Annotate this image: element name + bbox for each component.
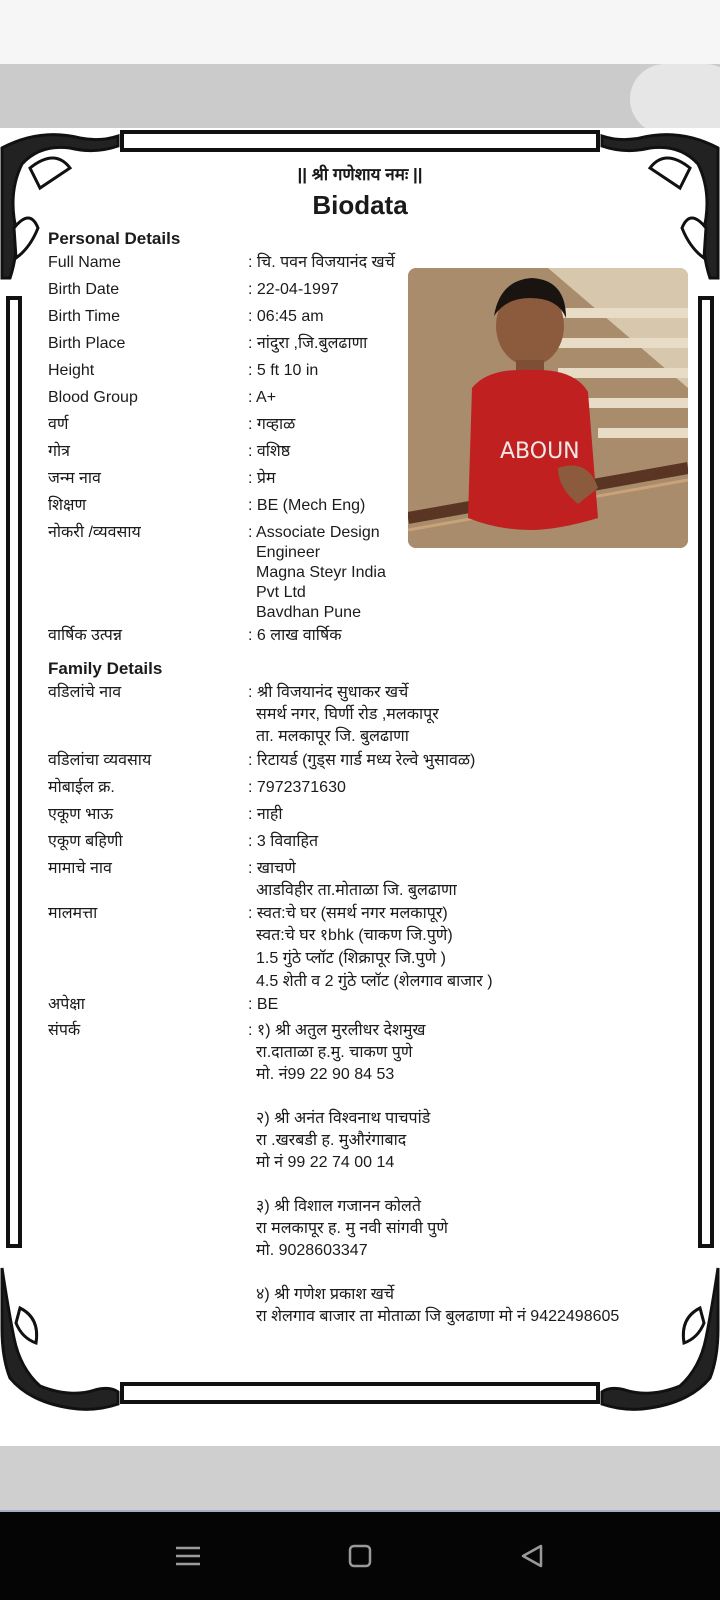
value-expectation: : BE [248, 996, 279, 1013]
value-occupation: : Associate Design [248, 524, 380, 541]
label-father-name: वडिलांचे नाव [48, 684, 122, 701]
value-father-address-line: ता. मलकापूर जि. बुलढाणा [256, 728, 409, 745]
contact-line: रा .खरबडी ह. मुऔरंगाबाद [256, 1132, 407, 1149]
menu-icon[interactable] [168, 1536, 208, 1576]
value-birth-date: : 22-04-1997 [248, 281, 339, 298]
value-father-address-line: समर्थ नगर, घिर्णी रोड ,मलकापूर [256, 706, 439, 723]
contact-line: रा.दाताळा ह.मु. चाकण पुणे [256, 1044, 413, 1061]
navigation-bar [0, 1512, 720, 1600]
back-triangle-icon[interactable] [512, 1536, 552, 1576]
label-education: शिक्षण [48, 497, 87, 514]
value-sisters: : 3 विवाहित [248, 833, 319, 850]
label-occupation: नोकरी /व्यवसाय [48, 524, 141, 541]
page-title: Biodata [312, 190, 408, 220]
value-gotra: : वशिष्ठ [248, 443, 291, 460]
contact-line: रा शेलगाव बाजार ता मोताळा जि बुलढाणा मो नं 9422498605 [256, 1308, 620, 1325]
label-birth-date: Birth Date [48, 281, 120, 298]
value-varna: : गव्हाळ [248, 416, 296, 433]
label-birth-time: Birth Time [48, 308, 121, 325]
label-blood-group: Blood Group [48, 389, 138, 406]
value-maternal-uncle-line: आडविहीर ता.मोताळा जि. बुलढाणा [256, 882, 457, 899]
value-brothers: : नाही [248, 806, 283, 823]
viewer-bottom-bar [0, 1446, 720, 1510]
home-square-icon[interactable] [340, 1536, 380, 1576]
invocation-text: || श्री गणेशाय नमः || [297, 165, 423, 184]
value-height: : 5 ft 10 in [248, 362, 319, 379]
label-father-occupation: वडिलांचा व्यवसाय [48, 752, 152, 769]
shirt-text: ABOUN [500, 439, 580, 464]
value-property-line: 4.5 शेती व 2 गुंठे प्लॉट (शेलगाव बाजार ) [256, 973, 493, 990]
viewer-toolbar [0, 64, 720, 128]
value-occupation-line: Engineer [256, 544, 321, 561]
label-birth-place: Birth Place [48, 335, 126, 352]
label-height: Height [48, 362, 95, 379]
label-maternal-uncle: मामाचे नाव [48, 860, 112, 877]
value-maternal-uncle: : खाचणे [248, 860, 296, 877]
value-father-occupation: : रिटायर्ड (गुड्स गार्ड मध्य रेल्वे भुसावळ) [248, 752, 476, 769]
label-annual-income: वार्षिक उत्पन्न [48, 627, 122, 644]
value-birth-time: : 06:45 am [248, 308, 324, 325]
value-property: : स्वत:चे घर (समर्थ नगर मलकापूर) [248, 905, 448, 922]
label-property: मालमत्ता [48, 905, 98, 922]
value-mobile: : 7972371630 [248, 779, 346, 796]
contact-line: ४) श्री गणेश प्रकाश खर्चे [256, 1286, 395, 1303]
value-contact: : १) श्री अतुल मुरलीधर देशमुख [248, 1022, 426, 1039]
contact-line: रा मलकापूर ह. मु नवी सांगवी पुणे [256, 1220, 448, 1237]
label-expectation: अपेक्षा [48, 996, 85, 1013]
label-birth-name: जन्म नाव [48, 470, 101, 487]
contact-line: २) श्री अनंत विश्वनाथ पाचपांडे [256, 1110, 431, 1127]
status-area [0, 0, 720, 64]
label-varna: वर्ण [48, 416, 69, 433]
label-brothers: एकूण भाऊ [48, 806, 114, 823]
label-contact: संपर्क [48, 1022, 81, 1039]
value-blood-group: : A+ [248, 389, 277, 406]
value-birth-name: : प्रेम [248, 470, 276, 487]
biodata-document [0, 128, 720, 1446]
label-gotra: गोत्र [48, 443, 70, 460]
value-birth-place: : नांदुरा ,जि.बुलढाणा [248, 335, 368, 352]
profile-photo [408, 268, 688, 548]
label-mobile: मोबाईल क्र. [48, 779, 115, 796]
toolbar-pill[interactable] [630, 64, 720, 134]
contact-line: मो. 9028603347 [256, 1242, 368, 1259]
value-property-line: स्वत:चे घर १bhk (चाकण जि.पुणे) [256, 927, 453, 944]
personal-details-heading: Personal Details [48, 229, 181, 248]
value-property-line: 1.5 गुंठे प्लॉट (शिक्रापूर जि.पुणे ) [256, 950, 446, 967]
value-full-name: : चि. पवन विजयानंद खर्चे [248, 254, 395, 271]
family-details-heading: Family Details [48, 659, 163, 678]
contact-line: मो. नं99 22 90 84 53 [256, 1066, 395, 1083]
label-full-name: Full Name [48, 254, 121, 271]
value-occupation-line: Bavdhan Pune [256, 604, 361, 621]
value-education: : BE (Mech Eng) [248, 497, 366, 514]
contact-line: ३) श्री विशाल गजानन कोलते [256, 1198, 421, 1215]
value-father-name: : श्री विजयानंद सुधाकर खर्चे [248, 684, 409, 701]
contact-line: मो नं 99 22 74 00 14 [256, 1154, 395, 1171]
value-annual-income: : 6 लाख वार्षिक [248, 627, 342, 644]
value-occupation-line: Pvt Ltd [256, 584, 306, 601]
value-occupation-line: Magna Steyr India [256, 564, 386, 581]
label-sisters: एकूण बहिणी [48, 833, 123, 850]
